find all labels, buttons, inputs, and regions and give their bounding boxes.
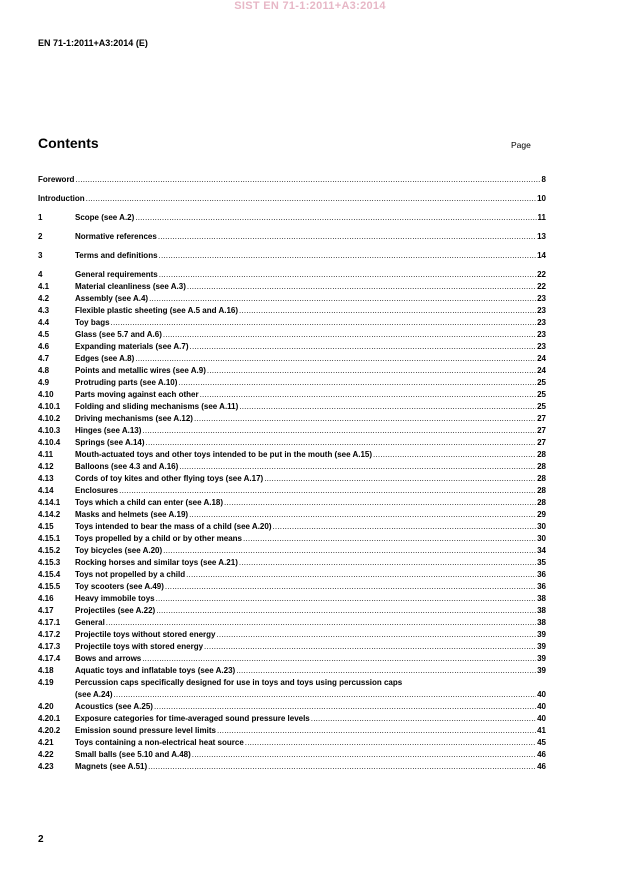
page-column-label: Page xyxy=(511,140,531,150)
toc-entry[interactable] xyxy=(38,546,546,556)
toc-entry-number: 4.16 xyxy=(38,594,54,603)
toc-entry[interactable] xyxy=(38,194,546,204)
toc-dot-leader xyxy=(156,606,536,616)
toc-dot-leader xyxy=(236,666,536,676)
toc-entry-label: Mouth-actuated toys and other toys intended to be put in the mouth (see A.15) xyxy=(75,450,373,459)
toc-entry-label: (see A.24) xyxy=(75,690,113,699)
toc-entry[interactable] xyxy=(38,750,546,760)
toc-dot-leader xyxy=(75,175,540,185)
toc-entry-number: 4.8 xyxy=(38,366,50,375)
toc-entry[interactable] xyxy=(38,690,546,700)
toc-entry-label: Folding and sliding mechanisms (see A.11) xyxy=(75,402,239,411)
toc-entry-label: Toys propelled by a child or by other means xyxy=(75,534,242,543)
toc-entry-page: 14 xyxy=(537,251,546,260)
toc-entry[interactable] xyxy=(38,534,546,544)
toc-entry-label: Toys which a child can enter (see A.18) xyxy=(75,498,224,507)
toc-entry-number: 4.4 xyxy=(38,318,50,327)
toc-entry-label: Assembly (see A.4) xyxy=(75,294,149,303)
toc-entry-label: Parts moving against each other xyxy=(75,390,199,399)
toc-entry-label: Introduction xyxy=(38,194,85,203)
toc-entry-label: Projectiles (see A.22) xyxy=(75,606,156,615)
toc-entry[interactable] xyxy=(38,294,546,304)
toc-entry[interactable] xyxy=(38,606,546,616)
toc-entry-page: 28 xyxy=(537,486,546,495)
toc-entry-number: 4.17.1 xyxy=(38,618,61,627)
toc-dot-leader xyxy=(186,570,536,580)
toc-dot-leader xyxy=(192,750,536,760)
toc-entry-label: Normative references xyxy=(75,232,157,241)
toc-entry-page: 23 xyxy=(537,318,546,327)
toc-entry-number: 4.20 xyxy=(38,702,54,711)
toc-entry-page: 24 xyxy=(537,366,546,375)
toc-entry-label: Points and metallic wires (see A.9) xyxy=(75,366,206,375)
toc-entry-number: 4.14.1 xyxy=(38,498,61,507)
toc-entry-number: 4.10.1 xyxy=(38,402,61,411)
toc-dot-leader xyxy=(154,702,536,712)
toc-entry[interactable] xyxy=(38,714,546,724)
toc-entry[interactable] xyxy=(38,378,546,388)
toc-entry-label: Masks and helmets (see A.19) xyxy=(75,510,189,519)
toc-entry-label: Enclosures xyxy=(75,486,119,495)
toc-entry[interactable] xyxy=(38,762,546,772)
toc-entry-page: 25 xyxy=(537,402,546,411)
toc-entry[interactable] xyxy=(38,666,546,676)
toc-entry[interactable] xyxy=(38,390,546,400)
toc-entry-label: Magnets (see A.51) xyxy=(75,762,148,771)
toc-entry-number: 4.10.3 xyxy=(38,426,61,435)
toc-entry[interactable] xyxy=(38,522,546,532)
toc-entry-page: 27 xyxy=(537,414,546,423)
toc-entry-page: 30 xyxy=(537,522,546,531)
toc-entry[interactable] xyxy=(38,270,546,280)
toc-entry-label: Glass (see 5.7 and A.6) xyxy=(75,330,162,339)
toc-dot-leader xyxy=(159,270,536,280)
toc-entry-page: 45 xyxy=(537,738,546,747)
toc-dot-leader xyxy=(135,213,536,223)
toc-entry-number: 4.17.3 xyxy=(38,642,61,651)
toc-entry-label: Exposure categories for time-averaged sound pressure levels xyxy=(75,714,310,723)
toc-entry[interactable] xyxy=(38,642,546,652)
toc-entry[interactable] xyxy=(38,474,546,484)
toc-entry-page: 23 xyxy=(537,306,546,315)
toc-dot-leader xyxy=(179,462,536,472)
toc-entry[interactable] xyxy=(38,630,546,640)
toc-entry-label: Acoustics (see A.25) xyxy=(75,702,153,711)
toc-dot-leader xyxy=(239,558,536,568)
toc-dot-leader xyxy=(273,522,537,532)
toc-entry-page: 10 xyxy=(537,194,546,203)
toc-entry-page: 24 xyxy=(537,354,546,363)
toc-entry-number: 4.15.5 xyxy=(38,582,61,591)
toc-entry-number: 4.15.1 xyxy=(38,534,61,543)
toc-entry-label: Protruding parts (see A.10) xyxy=(75,378,178,387)
toc-entry-label: Bows and arrows xyxy=(75,654,142,663)
toc-dot-leader xyxy=(217,726,536,736)
toc-entry[interactable] xyxy=(38,232,546,242)
toc-entry-number: 4.20.2 xyxy=(38,726,61,735)
toc-dot-leader xyxy=(264,474,536,484)
toc-entry-label: Hinges (see A.13) xyxy=(75,426,142,435)
toc-entry-number: 4.7 xyxy=(38,354,50,363)
toc-dot-leader xyxy=(146,438,537,448)
toc-entry-page: 28 xyxy=(537,462,546,471)
toc-dot-leader xyxy=(156,594,537,604)
toc-entry[interactable] xyxy=(38,654,546,664)
toc-entry-label: Edges (see A.8) xyxy=(75,354,135,363)
toc-entry-number: 4.14.2 xyxy=(38,510,61,519)
toc-dot-leader xyxy=(119,486,536,496)
toc-entry-label: Cords of toy kites and other flying toys (see A.17) xyxy=(75,474,264,483)
toc-entry-number: 1 xyxy=(38,213,43,222)
toc-entry-label: Projectile toys with stored energy xyxy=(75,642,204,651)
toc-entry-page: 28 xyxy=(537,498,546,507)
toc-entry-number: 4.10 xyxy=(38,390,54,399)
toc-entry-page: 46 xyxy=(537,762,546,771)
toc-entry-page: 28 xyxy=(537,474,546,483)
toc-entry-label: Toys intended to bear the mass of a child (see A.20) xyxy=(75,522,272,531)
toc-entry[interactable] xyxy=(38,402,546,412)
toc-entry[interactable] xyxy=(38,366,546,376)
toc-entry[interactable] xyxy=(38,426,546,436)
toc-entry-label: Expanding materials (see A.7) xyxy=(75,342,189,351)
toc-entry[interactable] xyxy=(38,498,546,508)
toc-dot-leader xyxy=(207,366,536,376)
toc-entry[interactable] xyxy=(38,450,546,460)
toc-entry-number: 4.6 xyxy=(38,342,50,351)
toc-entry-number: 4.15.3 xyxy=(38,558,61,567)
toc-dot-leader xyxy=(194,414,536,424)
toc-entry-number: 4.17.2 xyxy=(38,630,61,639)
toc-entry-label: Foreword xyxy=(38,175,75,184)
toc-entry-number: 4.18 xyxy=(38,666,54,675)
toc-entry-number: 4.15.4 xyxy=(38,570,61,579)
toc-entry-page: 40 xyxy=(537,702,546,711)
toc-entry-number: 4.23 xyxy=(38,762,54,771)
toc-entry[interactable] xyxy=(38,342,546,352)
toc-dot-leader xyxy=(149,294,536,304)
toc-entry[interactable] xyxy=(38,354,546,364)
toc-entry-page: 23 xyxy=(537,330,546,339)
toc-entry-number: 4.2 xyxy=(38,294,50,303)
toc-dot-leader xyxy=(224,498,536,508)
toc-entry-page: 39 xyxy=(537,642,546,651)
toc-entry[interactable] xyxy=(38,438,546,448)
toc-entry-label: Balloons (see 4.3 and A.16) xyxy=(75,462,179,471)
toc-entry-page: 39 xyxy=(537,630,546,639)
toc-entry-number: 4.12 xyxy=(38,462,54,471)
toc-entry[interactable] xyxy=(38,738,546,748)
toc-entry-page: 11 xyxy=(537,213,546,222)
toc-dot-leader xyxy=(204,642,536,652)
toc-entry[interactable] xyxy=(38,702,546,712)
toc-entry-page: 29 xyxy=(537,510,546,519)
toc-dot-leader xyxy=(165,582,536,592)
toc-dot-leader xyxy=(142,654,536,664)
toc-entry[interactable] xyxy=(38,414,546,424)
toc-entry-label: General xyxy=(75,618,105,627)
toc-entry-page: 25 xyxy=(537,378,546,387)
toc-dot-leader xyxy=(158,232,536,242)
toc-entry[interactable] xyxy=(38,510,546,520)
toc-dot-leader xyxy=(148,762,536,772)
toc-entry-number: 4.17 xyxy=(38,606,54,615)
toc-dot-leader xyxy=(189,510,536,520)
toc-entry-page: 38 xyxy=(537,606,546,615)
toc-dot-leader xyxy=(86,194,536,204)
toc-dot-leader xyxy=(159,251,537,261)
toc-entry[interactable] xyxy=(38,306,546,316)
toc-entry[interactable] xyxy=(38,318,546,328)
toc-entry[interactable] xyxy=(38,486,546,496)
toc-dot-leader xyxy=(106,618,536,628)
toc-entry-number: 4.19 xyxy=(38,678,54,687)
toc-entry-page: 36 xyxy=(537,582,546,591)
toc-dot-leader xyxy=(311,714,536,724)
toc-dot-leader xyxy=(190,342,537,352)
contents-title: Contents xyxy=(38,135,99,151)
toc-entry-page: 34 xyxy=(537,546,546,555)
toc-entry-number: 4.3 xyxy=(38,306,50,315)
toc-dot-leader xyxy=(178,378,536,388)
toc-entry[interactable] xyxy=(38,213,546,223)
page-number: 2 xyxy=(38,834,44,845)
toc-entry-page: 36 xyxy=(537,570,546,579)
toc-entry-label: Toy scooters (see A.49) xyxy=(75,582,164,591)
toc-dot-leader xyxy=(243,534,536,544)
toc-entry[interactable] xyxy=(38,618,546,628)
toc-entry[interactable] xyxy=(38,678,546,688)
toc-dot-leader xyxy=(373,450,536,460)
toc-entry-page: 27 xyxy=(537,426,546,435)
toc-dot-leader xyxy=(114,690,537,700)
toc-entry-page: 27 xyxy=(537,438,546,447)
toc-dot-leader xyxy=(239,402,536,412)
toc-dot-leader xyxy=(163,546,536,556)
toc-entry-page: 38 xyxy=(537,618,546,627)
toc-entry-label: Toy bags xyxy=(75,318,110,327)
toc-entry-page: 41 xyxy=(537,726,546,735)
toc-entry-page: 28 xyxy=(537,450,546,459)
toc-entry-label: Aquatic toys and inflatable toys (see A.23) xyxy=(75,666,236,675)
toc-entry-label: Flexible plastic sheeting (see A.5 and A.16) xyxy=(75,306,239,315)
document-header: EN 71-1:2011+A3:2014 (E) xyxy=(38,38,148,48)
toc-entry-number: 4.14 xyxy=(38,486,54,495)
toc-entry-page: 39 xyxy=(537,654,546,663)
toc-entry[interactable] xyxy=(38,558,546,568)
toc-entry-page: 38 xyxy=(537,594,546,603)
toc-entry-number: 3 xyxy=(38,251,43,260)
toc-entry-number: 4.1 xyxy=(38,282,50,291)
toc-entry-label: General requirements xyxy=(75,270,158,279)
toc-entry-page: 39 xyxy=(537,666,546,675)
toc-entry-number: 4.21 xyxy=(38,738,54,747)
toc-entry[interactable] xyxy=(38,282,546,292)
toc-entry-label: Toy bicycles (see A.20) xyxy=(75,546,163,555)
toc-entry-page: 23 xyxy=(537,294,546,303)
toc-entry-label: Material cleanliness (see A.3) xyxy=(75,282,186,291)
toc-entry-label: Heavy immobile toys xyxy=(75,594,155,603)
toc-entry-label: Small balls (see 5.10 and A.48) xyxy=(75,750,191,759)
toc-entry-page: 13 xyxy=(537,232,546,241)
toc-entry-label: Rocking horses and similar toys (see A.21) xyxy=(75,558,238,567)
toc-entry[interactable] xyxy=(38,175,546,185)
toc-dot-leader xyxy=(245,738,536,748)
toc-entry-page: 40 xyxy=(537,714,546,723)
toc-entry-number: 4.10.4 xyxy=(38,438,61,447)
toc-entry-page: 22 xyxy=(537,282,546,291)
toc-dot-leader xyxy=(111,318,537,328)
toc-dot-leader xyxy=(163,330,536,340)
toc-entry-label: Springs (see A.14) xyxy=(75,438,145,447)
toc-entry-number: 4.5 xyxy=(38,330,50,339)
toc-entry-page: 23 xyxy=(537,342,546,351)
toc-entry-number: 4.9 xyxy=(38,378,50,387)
toc-entry[interactable] xyxy=(38,582,546,592)
toc-entry-page: 40 xyxy=(537,690,546,699)
toc-entry-number: 4.15.2 xyxy=(38,546,61,555)
toc-entry[interactable] xyxy=(38,462,546,472)
toc-dot-leader xyxy=(200,390,537,400)
toc-dot-leader xyxy=(135,354,536,364)
toc-entry-label: Projectile toys without stored energy xyxy=(75,630,216,639)
toc-entry[interactable] xyxy=(38,726,546,736)
toc-entry-label: Toys containing a non-electrical heat source xyxy=(75,738,244,747)
toc-entry-label: Terms and definitions xyxy=(75,251,158,260)
toc-entry-page: 35 xyxy=(537,558,546,567)
toc-entry-label: Scope (see A.2) xyxy=(75,213,135,222)
toc-entry-page: 30 xyxy=(537,534,546,543)
toc-entry-number: 4.15 xyxy=(38,522,54,531)
toc-entry-page: 22 xyxy=(537,270,546,279)
toc-entry-label: Toys not propelled by a child xyxy=(75,570,186,579)
toc-entry[interactable] xyxy=(38,330,546,340)
toc-dot-leader xyxy=(142,426,536,436)
toc-entry-page: 8 xyxy=(541,175,546,184)
toc-entry-number: 4 xyxy=(38,270,43,279)
toc-entry-number: 4.17.4 xyxy=(38,654,61,663)
toc-entry-label: Emission sound pressure level limits xyxy=(75,726,216,735)
toc-entry-number: 4.10.2 xyxy=(38,414,61,423)
toc-entry-label: Percussion caps specifically designed for use in toys and toys using percussion caps xyxy=(75,678,403,687)
toc-entry-number: 2 xyxy=(38,232,43,241)
toc-dot-leader xyxy=(216,630,536,640)
toc-entry[interactable] xyxy=(38,570,546,580)
toc-entry[interactable] xyxy=(38,594,546,604)
toc-entry-number: 4.20.1 xyxy=(38,714,61,723)
toc-dot-leader xyxy=(239,306,536,316)
toc-entry-number: 4.11 xyxy=(38,450,54,459)
toc-entry-label: Driving mechanisms (see A.12) xyxy=(75,414,193,423)
toc-entry-number: 4.22 xyxy=(38,750,54,759)
toc-entry[interactable] xyxy=(38,251,546,261)
toc-entry-number: 4.13 xyxy=(38,474,54,483)
toc-entry-page: 25 xyxy=(537,390,546,399)
toc-dot-leader xyxy=(187,282,536,292)
toc-entry-page: 46 xyxy=(537,750,546,759)
watermark: SIST EN 71-1:2011+A3:2014 xyxy=(234,0,386,12)
